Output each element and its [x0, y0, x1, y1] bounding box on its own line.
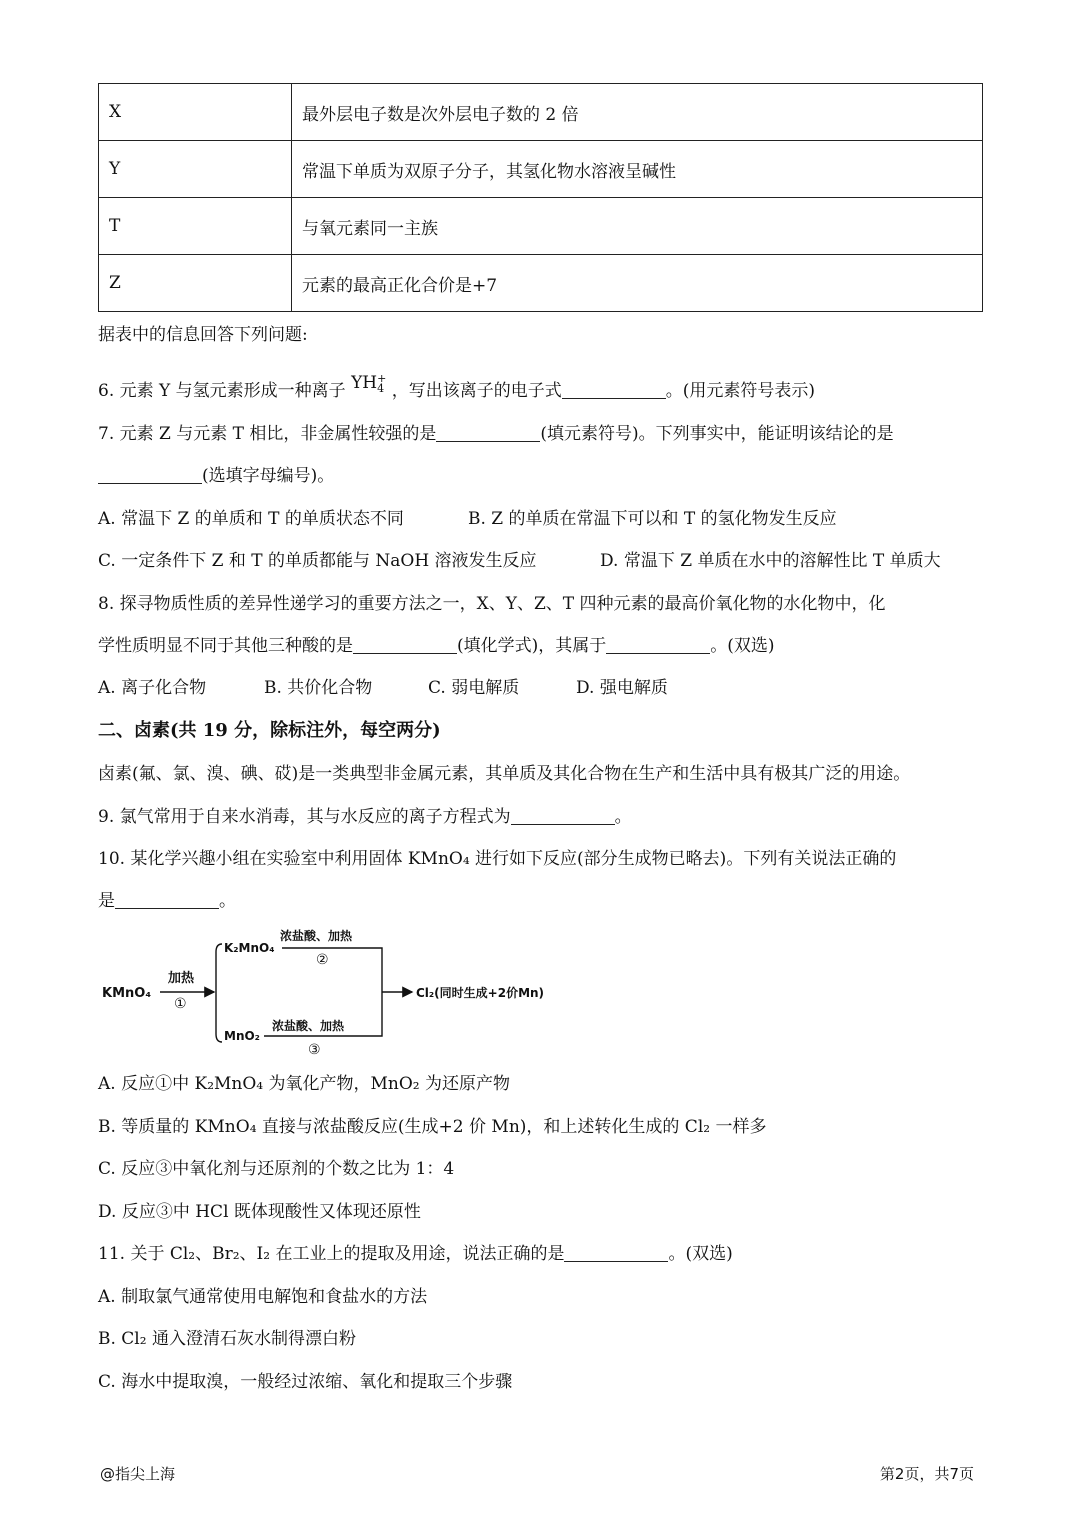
q7-option-a: A. 常温下 Z 的单质和 T 的单质状态不同	[98, 509, 404, 529]
q8-text-pre: 学性质明显不同于其他三种酸的是	[98, 636, 353, 656]
q11-option-c: C. 海水中提取溴，一般经过浓缩、氧化和提取三个步骤	[98, 1372, 513, 1392]
q7-option-b: B. Z 的单质在常温下可以和 T 的氢化物发生反应	[468, 509, 837, 529]
q10-option-d: D. 反应③中 HCl 既体现酸性又体现还原性	[98, 1202, 421, 1222]
table-row	[99, 198, 983, 255]
q6-text-pre: 6. 元素 Y 与氢元素形成一种离子	[98, 381, 346, 401]
step1-label: 加热	[168, 971, 195, 986]
bottom-product: MnO₂	[224, 1029, 260, 1043]
question-10-cont	[98, 890, 236, 912]
question-8: 8. 探寻物质性质的差异性递学习的重要方法之一，X、Y、Z、T 四种元素的最高价氧化物的水化物中，化	[98, 594, 886, 614]
ion-subscript: 4	[377, 382, 385, 395]
question-8-cont	[98, 635, 775, 657]
reaction-diagram-svg	[98, 922, 568, 1060]
q9-text-post: 。	[614, 807, 632, 827]
q6-text-mid: ，写出该离子的电子式	[391, 381, 562, 401]
q8-option-a: A. 离子化合物	[98, 678, 207, 698]
element-symbol: Y	[99, 141, 292, 198]
step2-label: 浓盐酸、加热	[280, 929, 353, 943]
section-heading: 二、卤素(共 19 分，除标注外，每空两分)	[98, 720, 441, 741]
diagram-start: KMnO₄	[102, 986, 152, 1001]
answer-blank[interactable]	[98, 465, 202, 484]
step1-number: ①	[174, 996, 187, 1012]
step3-number: ③	[308, 1042, 321, 1058]
q11-text-post: 。(双选)	[668, 1244, 733, 1264]
table-intro: 据表中的信息回答下列问题:	[98, 325, 308, 345]
answer-blank[interactable]	[353, 635, 457, 654]
answer-blank[interactable]	[115, 890, 219, 909]
footer-source: @指尖上海	[100, 1465, 176, 1483]
element-info: 最外层电子数是次外层电子数的 2 倍	[292, 84, 983, 141]
element-info: 常温下单质为双原子分子，其氢化物水溶液呈碱性	[292, 141, 983, 198]
question-10: 10. 某化学兴趣小组在实验室中利用固体 KMnO₄ 进行如下反应(部分生成物已略去)。下列有关说法正确的	[98, 849, 897, 869]
reaction-diagram	[98, 922, 568, 1060]
q8-text-post: 。(双选)	[710, 636, 775, 656]
q11-text-pre: 11. 关于 Cl₂、Br₂、I₂ 在工业上的提取及用途，说法正确的是	[98, 1244, 565, 1264]
q7-option-c: C. 一定条件下 Z 和 T 的单质都能与 NaOH 溶液发生反应	[98, 551, 537, 571]
q11-option-b: B. Cl₂ 通入澄清石灰水制得漂白粉	[98, 1329, 356, 1349]
q6-text-post: 。(用元素符号表示)	[665, 381, 816, 401]
ion-base: YH	[351, 373, 378, 393]
table-row	[99, 141, 983, 198]
q10-option-b: B. 等质量的 KMnO₄ 直接与浓盐酸反应(生成+2 价 Mn)，和上述转化生成的 Cl₂ 一样多	[98, 1117, 767, 1137]
top-product: K₂MnO₄	[224, 941, 275, 955]
top-path	[282, 948, 382, 992]
q8-text-mid: (填化学式)，其属于	[457, 636, 607, 656]
question-11	[98, 1243, 733, 1265]
q10-option-c: C. 反应③中氧化剂与还原剂的个数之比为 1：4	[98, 1159, 455, 1179]
q8-option-b: B. 共价化合物	[264, 678, 373, 698]
answer-blank[interactable]	[511, 806, 615, 825]
q10-text-post: 。	[219, 891, 236, 911]
table-row	[99, 84, 983, 141]
q10-text-pre: 是	[98, 891, 115, 911]
q11-option-a: A. 制取氯气通常使用电解饱和食盐水的方法	[98, 1287, 428, 1307]
answer-blank[interactable]	[606, 635, 710, 654]
element-symbol: X	[99, 84, 292, 141]
question-9	[98, 806, 632, 828]
element-info: 与氧元素同一主族	[292, 198, 983, 255]
question-7-cont	[98, 465, 334, 487]
question-7	[98, 423, 894, 445]
element-symbol: Z	[99, 255, 292, 312]
element-info-table	[98, 83, 983, 312]
question-6	[98, 372, 816, 402]
diagram-final: Cl₂(同时生成+2价Mn)	[416, 986, 545, 1000]
step2-number: ②	[316, 952, 329, 968]
q7-text-post: (填元素符号)。下列事实中，能证明该结论的是	[540, 424, 894, 444]
q7-text-line2: (选填字母编号)。	[202, 466, 335, 486]
q7-text-pre: 7. 元素 Z 与元素 T 相比，非金属性较强的是	[98, 424, 437, 444]
footer-page-number: 第2页，共7页	[879, 1465, 974, 1483]
ion-formula	[351, 372, 386, 394]
branch-brace	[216, 944, 222, 1042]
element-info: 元素的最高正化合价是+7	[292, 255, 983, 312]
section-intro: 卤素(氟、氯、溴、碘、砹)是一类典型非金属元素，其单质及其化合物在生产和生活中具有极其广泛的用途。	[98, 764, 911, 784]
step3-label: 浓盐酸、加热	[272, 1019, 345, 1033]
table-row	[99, 255, 983, 312]
answer-blank[interactable]	[564, 1243, 668, 1262]
q8-option-c: C. 弱电解质	[428, 678, 520, 698]
answer-blank[interactable]	[562, 380, 666, 399]
answer-blank[interactable]	[436, 423, 540, 442]
ion-charge: +	[377, 372, 387, 385]
q10-option-a: A. 反应①中 K₂MnO₄ 为氧化产物，MnO₂ 为还原产物	[98, 1074, 511, 1094]
q8-option-d: D. 强电解质	[576, 678, 668, 698]
q9-text-pre: 9. 氯气常用于自来水消毒，其与水反应的离子方程式为	[98, 807, 511, 827]
q7-option-d: D. 常温下 Z 单质在水中的溶解性比 T 单质大	[600, 551, 941, 571]
element-symbol: T	[99, 198, 292, 255]
